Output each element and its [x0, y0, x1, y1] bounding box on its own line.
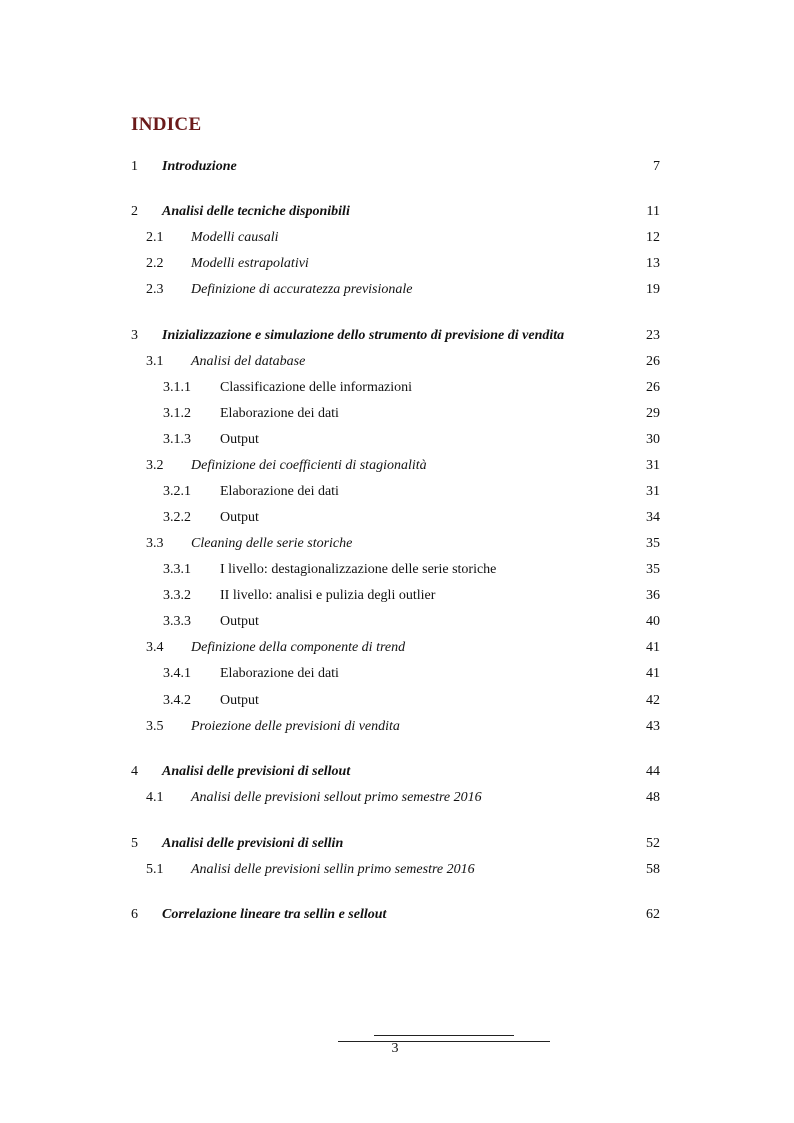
- toc-entry-number: 3: [131, 328, 138, 343]
- toc-entry-page: 30: [646, 432, 660, 447]
- toc-entry-label: Modelli causali: [191, 230, 279, 245]
- toc-entry-label: Output: [220, 614, 259, 629]
- toc-entry-number: 5: [131, 836, 138, 851]
- toc-entry-label: I livello: destagionalizzazione delle serie storiche: [220, 562, 497, 577]
- toc-entry-page: 13: [646, 256, 660, 271]
- page-number: 3: [391, 1041, 399, 1056]
- toc-entry-1[interactable]: [0, 157, 794, 177]
- toc-entry-3-1[interactable]: [0, 352, 794, 372]
- toc-entry-number: 2.2: [146, 256, 164, 271]
- page-title: INDICE: [131, 114, 202, 135]
- toc-entry-page: 44: [646, 764, 660, 779]
- toc-entry-label: Output: [220, 432, 259, 447]
- toc-entry-3-1-3[interactable]: [0, 430, 794, 450]
- toc-entry-label: Output: [220, 510, 259, 525]
- toc-entry-page: 36: [646, 588, 660, 603]
- toc-entry-page: 26: [646, 380, 660, 395]
- toc-entry-number: 3.1.1: [163, 380, 191, 395]
- toc-entry-label: Definizione dei coefficienti di stagionalità: [191, 458, 427, 473]
- toc-entry-page: 40: [646, 614, 660, 629]
- toc-entry-page: 31: [646, 484, 660, 499]
- toc-entry-number: 4: [131, 764, 138, 779]
- toc-entry-page: 42: [646, 693, 660, 708]
- toc-entry-number: 3.1.3: [163, 432, 191, 447]
- toc-entry-3-3-2[interactable]: [0, 586, 794, 606]
- toc-entry-page: 7: [653, 159, 660, 174]
- toc-entry-number: 3.1: [146, 354, 164, 369]
- toc-entry-3-3-1[interactable]: [0, 560, 794, 580]
- toc-entry-label: Elaborazione dei dati: [220, 484, 339, 499]
- toc-entry-page: 34: [646, 510, 660, 525]
- toc-entry-number: 4.1: [146, 790, 164, 805]
- toc-entry-label: Analisi delle previsioni di sellout: [162, 764, 351, 779]
- toc-entry-number: 6: [131, 907, 138, 922]
- toc-entry-label: Analisi del database: [191, 354, 306, 369]
- toc-entry-page: 43: [646, 719, 660, 734]
- toc-entry-number: 3.4.2: [163, 693, 191, 708]
- toc-entry-number: 3.3.3: [163, 614, 191, 629]
- toc-entry-3[interactable]: [0, 326, 794, 346]
- toc-entry-label: Output: [220, 693, 259, 708]
- toc-entry-3-1-1[interactable]: [0, 378, 794, 398]
- toc-entry-label: Analisi delle previsioni di sellin: [162, 836, 344, 851]
- toc-entry-label: II livello: analisi e pulizia degli outlier: [220, 588, 436, 603]
- toc-entry-page: 23: [646, 328, 660, 343]
- toc-entry-3-2-2[interactable]: [0, 508, 794, 528]
- toc-entry-3-4[interactable]: [0, 638, 794, 658]
- toc-entry-3-4-2[interactable]: [0, 691, 794, 711]
- footer-rule-long: [338, 1041, 550, 1042]
- toc-entry-label: Classificazione delle informazioni: [220, 380, 413, 395]
- toc-entry-page: 29: [646, 406, 660, 421]
- toc-entry-number: 3.5: [146, 719, 164, 734]
- toc-entry-label: Inizializzazione e simulazione dello strumento di previsione di vendita: [162, 328, 565, 343]
- toc-entry-label: Analisi delle previsioni sellout primo semestre 2016: [191, 790, 482, 805]
- toc-entry-label: Analisi delle tecniche disponibili: [162, 204, 350, 219]
- toc-entry-4-1[interactable]: [0, 788, 794, 808]
- toc-entry-label: Elaborazione dei dati: [220, 406, 339, 421]
- toc-entry-page: 58: [646, 862, 660, 877]
- toc-entry-label: Definizione della componente di trend: [191, 640, 406, 655]
- toc-entry-number: 3.4: [146, 640, 164, 655]
- toc-entry-3-3-3[interactable]: [0, 612, 794, 632]
- toc-entry-label: Analisi delle previsioni sellin primo semestre 2016: [191, 862, 475, 877]
- toc-entry-number: 3.3.2: [163, 588, 191, 603]
- footer-rule-short: [374, 1035, 514, 1036]
- toc-entry-2-2[interactable]: [0, 254, 794, 274]
- toc-entry-page: 19: [646, 282, 660, 297]
- toc-entry-number: 3.2.2: [163, 510, 191, 525]
- toc-entry-2-1[interactable]: [0, 228, 794, 248]
- toc-entry-page: 62: [646, 907, 660, 922]
- toc-entry-4[interactable]: [0, 762, 794, 782]
- toc-entry-6[interactable]: [0, 905, 794, 925]
- toc-entry-number: 2: [131, 204, 138, 219]
- toc-entry-label: Definizione di accuratezza previsionale: [191, 282, 413, 297]
- toc-entry-page: 11: [646, 204, 660, 219]
- toc-entry-page: 41: [646, 666, 660, 681]
- toc-entry-label: Elaborazione dei dati: [220, 666, 339, 681]
- toc-entry-number: 3.2: [146, 458, 164, 473]
- toc-entry-page: 35: [646, 562, 660, 577]
- toc-entry-2[interactable]: [0, 202, 794, 222]
- toc-entry-page: 41: [646, 640, 660, 655]
- toc-entry-number: 2.3: [146, 282, 164, 297]
- toc-entry-label: Modelli estrapolativi: [191, 256, 309, 271]
- toc-entry-3-3[interactable]: [0, 534, 794, 554]
- toc-entry-number: 3.1.2: [163, 406, 191, 421]
- toc-entry-5-1[interactable]: [0, 860, 794, 880]
- toc-entry-number: 1: [131, 159, 138, 174]
- toc-entry-page: 35: [646, 536, 660, 551]
- toc-entry-page: 26: [646, 354, 660, 369]
- toc-entry-number: 3.3.1: [163, 562, 191, 577]
- toc-entry-page: 52: [646, 836, 660, 851]
- toc-entry-number: 5.1: [146, 862, 164, 877]
- toc-entry-label: Introduzione: [162, 159, 237, 174]
- toc-entry-page: 12: [646, 230, 660, 245]
- toc-entry-page: 31: [646, 458, 660, 473]
- toc-entry-label: Correlazione lineare tra sellin e sellout: [162, 907, 387, 922]
- toc-entry-3-2[interactable]: [0, 456, 794, 476]
- toc-entry-number: 3.3: [146, 536, 164, 551]
- toc-entry-3-2-1[interactable]: [0, 482, 794, 502]
- toc-entry-3-4-1[interactable]: [0, 664, 794, 684]
- toc-entry-5[interactable]: [0, 834, 794, 854]
- toc-entry-number: 2.1: [146, 230, 164, 245]
- toc-entry-label: Proiezione delle previsioni di vendita: [191, 719, 400, 734]
- toc-entry-label: Cleaning delle serie storiche: [191, 536, 353, 551]
- toc-entry-3-5[interactable]: [0, 717, 794, 737]
- toc-entry-3-1-2[interactable]: [0, 404, 794, 424]
- toc-entry-number: 3.2.1: [163, 484, 191, 499]
- toc-entry-2-3[interactable]: [0, 280, 794, 300]
- toc-entry-number: 3.4.1: [163, 666, 191, 681]
- toc-entry-page: 48: [646, 790, 660, 805]
